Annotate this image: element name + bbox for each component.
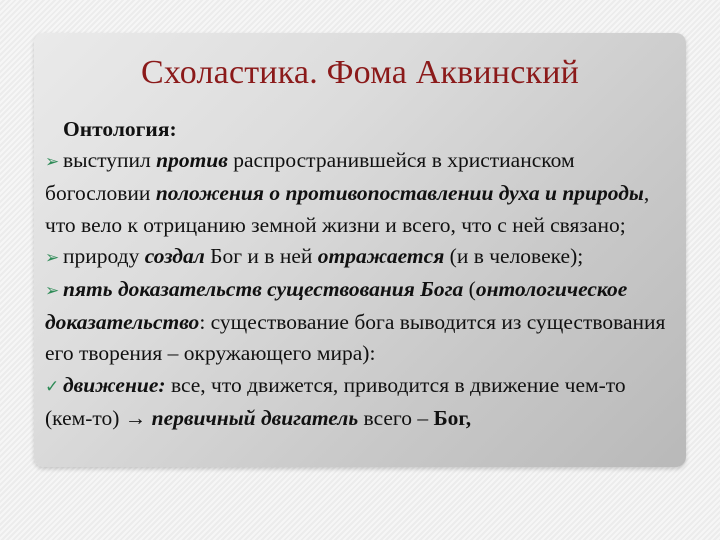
- item-emphasis: отражается: [317, 243, 445, 268]
- item-emphasis: онтологическое доказательство: [45, 277, 628, 335]
- slide-title: Схоластика. Фома Аквинский: [140, 54, 580, 91]
- item-emphasis: против: [156, 148, 228, 173]
- list-item: [45, 370, 675, 434]
- item-text: (и в человеке);: [444, 243, 584, 268]
- item-text: (: [463, 277, 476, 302]
- list-item: [45, 145, 675, 241]
- arrow-bullet-icon: ➢: [45, 247, 60, 268]
- list-item: [45, 274, 675, 370]
- item-text: , что вело к отрицанию земной жизни и всего, что с ней связано;: [45, 181, 650, 237]
- section-heading: Онтология:: [63, 117, 177, 141]
- arrow-bullet-icon: ➢: [45, 281, 60, 302]
- item-emphasis: первичный двигатель: [151, 405, 359, 430]
- item-text: природу: [63, 243, 145, 268]
- check-bullet-icon: ✓: [45, 376, 60, 397]
- item-emphasis: движение:: [63, 372, 166, 397]
- arrow-bullet-icon: ➢: [45, 152, 60, 173]
- item-strong: Бог,: [433, 405, 472, 430]
- item-text: все, что движется, приводится в движение чем-то (кем-то) →: [45, 372, 626, 430]
- item-text: : существование бога выводится из существования его творения – окружающего мира):: [45, 310, 666, 366]
- item-emphasis: положения о противопоставлении духа и природы: [155, 181, 644, 206]
- item-text: всего –: [358, 405, 434, 430]
- item-text: распространившейся в христианском богословии: [45, 148, 575, 206]
- item-emphasis: пять доказательств существования Бога: [63, 277, 464, 302]
- slide-body: [45, 114, 675, 434]
- item-emphasis: создал: [144, 243, 205, 268]
- item-text: выступил: [63, 148, 157, 173]
- list-item: [45, 241, 675, 274]
- item-text: Бог и в ней: [204, 243, 318, 268]
